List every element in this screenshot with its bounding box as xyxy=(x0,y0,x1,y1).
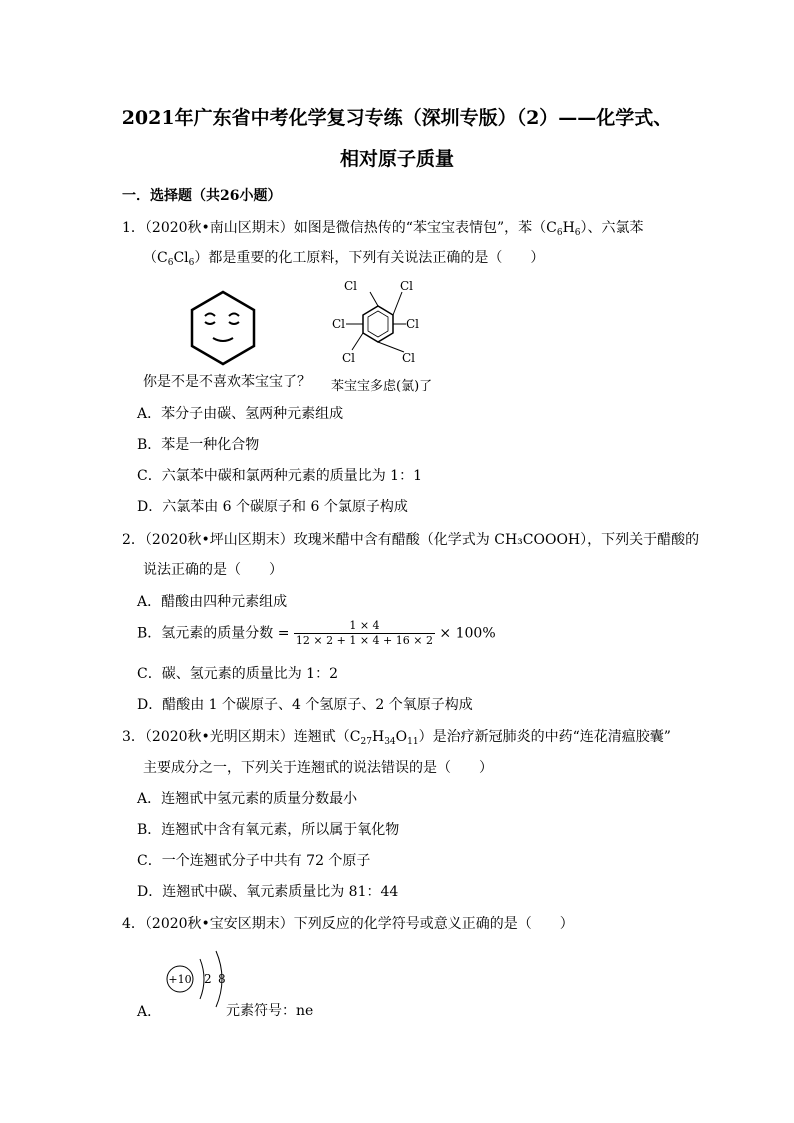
question-2-option-b[interactable]: B．氢元素的质量分数 = $\frac{1 \times 4}{12 \times 2 + 1 \times 4 + 16 \times 2}$ × 100% xyxy=(137,619,496,647)
cl-label: Cl xyxy=(332,317,346,331)
question-3-option-b[interactable]: B．连翘甙中含有氧元素，所以属于氧化物 xyxy=(137,822,400,838)
question-1-stem-line2: $(C_6Cl_6)$都是重要的化工原料，下列有关说法正确的是（ ） xyxy=(143,250,545,268)
question-3-option-c[interactable]: C．一个连翘甙分子中共有 72 个原子 xyxy=(137,853,371,869)
question-2-stem: 2．（2020秋•坪山区期末）玫瑰米醋中含有醋酸（化学式为 CH₃COOOH），下列关于醋酸的 xyxy=(122,532,700,548)
cl-label: Cl xyxy=(342,351,356,365)
mass-fraction-formula: $\frac{1 \times 4}{12 \times 2 + 1 \times 4 + 16 \times 2}$ xyxy=(295,619,433,647)
question-1-option-d[interactable]: D．六氯苯由 6 个碳原子和 6 个氯原子构成 xyxy=(137,499,408,515)
question-1-option-b[interactable]: B．苯是一种化合物 xyxy=(137,437,260,453)
question-2-stem-line2: 说法正确的是（ ） xyxy=(143,562,283,578)
question-1-option-c[interactable]: C．六氯苯中碳和氯两种元素的质量比为 1：1 xyxy=(137,468,422,484)
electron-shell-2: 8 xyxy=(218,972,226,986)
electron-shell-1: 2 xyxy=(204,972,212,986)
question-2-option-d[interactable]: D．醋酸由 1 个碳原子、4 个氢原子、2 个氧原子构成 xyxy=(137,697,473,713)
cl-label: Cl xyxy=(344,279,358,293)
question-1-option-a[interactable]: A．苯分子由碳、氢两种元素组成 xyxy=(137,406,344,422)
figure-caption-right: 苯宝宝多虑(氯)了 xyxy=(331,379,433,394)
question-2-option-a[interactable]: A．醋酸由四种元素组成 xyxy=(137,594,288,610)
question-2-option-c[interactable]: C．碳、氢元素的质量比为 1：2 xyxy=(137,666,338,682)
cl-label: Cl xyxy=(406,317,420,331)
question-3-stem-line2: 主要成分之一，下列关于连翘甙的说法错误的是（ ） xyxy=(143,760,493,776)
question-3-option-d[interactable]: D．连翘甙中碳、氧元素质量比为 81：44 xyxy=(137,884,399,900)
section-heading: 一．选择题（共26小题） xyxy=(122,188,282,204)
question-4-stem: 4．（2020秋•宝安区期末）下列反应的化学符号或意义正确的是（ ） xyxy=(122,916,574,932)
question-3-option-a[interactable]: A．连翘甙中氢元素的质量分数最小 xyxy=(137,791,358,807)
figure-caption-left: 你是不是不喜欢苯宝宝了？ xyxy=(143,374,311,390)
cl-label: Cl xyxy=(402,351,416,365)
question-3-stem: 3．（2020秋•光明区期末）连翘甙$(C_{27}H_{34}O_{11})$是治疗新冠肺炎的中药“连花清瘟胶囊” xyxy=(122,729,671,747)
benzene-smiley-figure xyxy=(183,288,263,368)
hexachlorobenzene-structure xyxy=(330,278,430,368)
question-4-option-a[interactable]: A． xyxy=(137,1004,162,1020)
cl-label: Cl xyxy=(400,279,414,293)
nucleus-charge: +10 xyxy=(168,973,192,986)
question-1-stem: 1．（2020秋•南山区期末）如图是微信热传的“苯宝宝表情包”，苯$(C_6H_6)$、六氯苯 xyxy=(122,220,644,238)
question-4-option-a-text: 元素符号：ne xyxy=(226,1003,314,1019)
page-title: 2021年广东省中考化学复习专练（深圳专版）（2）——化学式、 xyxy=(121,107,673,129)
page-title-line2: 相对原子质量 xyxy=(339,148,454,170)
